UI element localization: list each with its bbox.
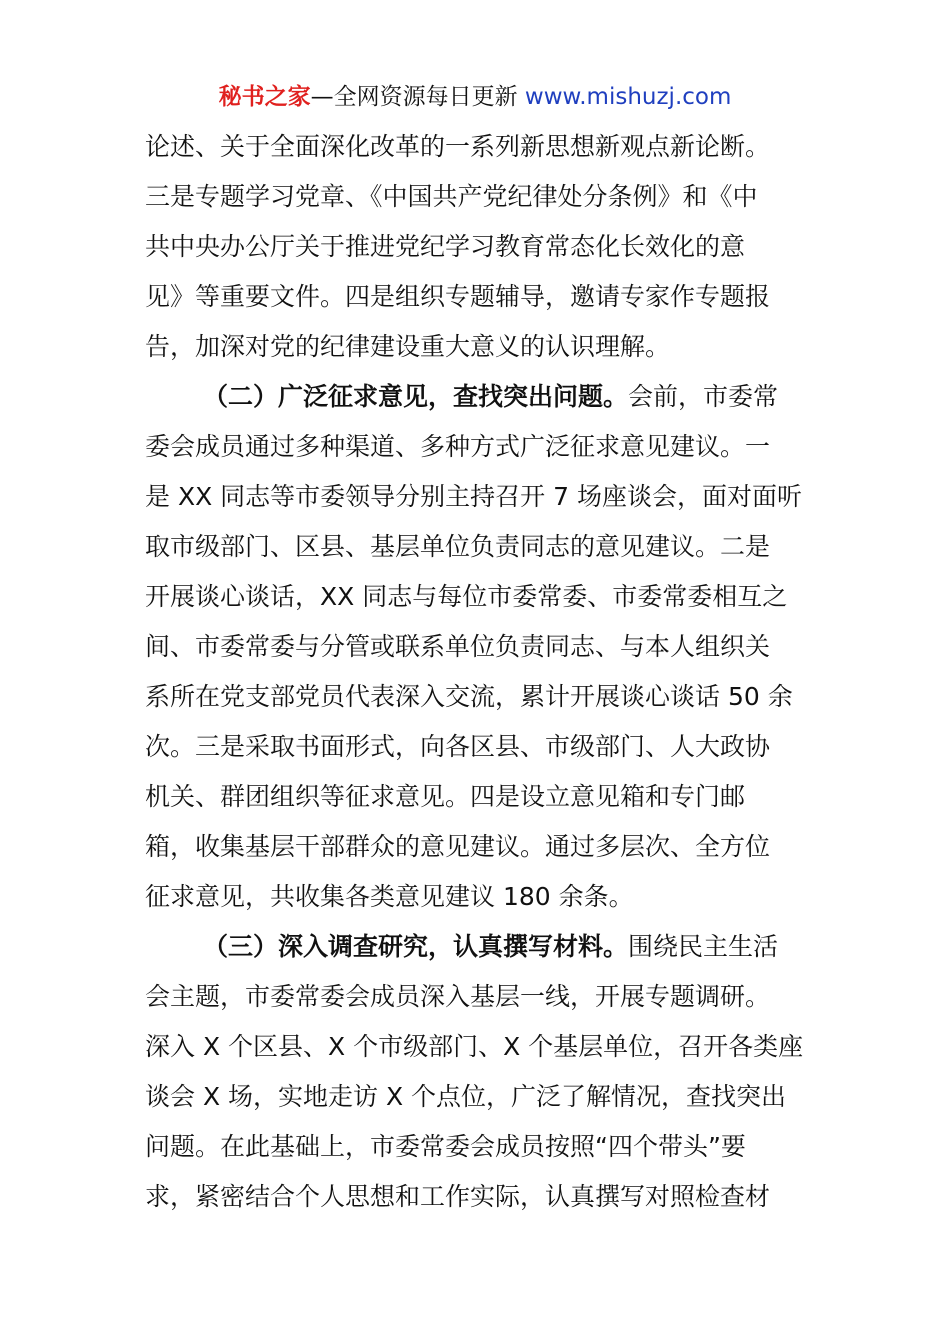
site-header [0, 80, 950, 114]
text-line: 箱，收集基层干部群众的意见建议。通过多层次、全方位 [145, 832, 771, 861]
document-body [145, 122, 810, 1222]
text-line: 问题。在此基础上，市委常委会成员按照“四个带头”要 [145, 1132, 746, 1161]
text-line: 开展谈心谈话，XX 同志与每位市委常委、市委常委相互之 [145, 582, 788, 611]
text-line: 取市级部门、区县、基层单位负责同志的意见建议。二是 [145, 532, 771, 561]
text-line: 谈会 X 场，实地走访 X 个点位，广泛了解情况，查找突出 [145, 1082, 787, 1111]
header-tagline: —全网资源每日更新 [310, 84, 518, 110]
text-line: 共中央办公厅关于推进党纪学习教育常态化长效化的意 [145, 232, 746, 261]
text-line: 是 XX 同志等市委领导分别主持召开 7 场座谈会，面对面听 [145, 482, 802, 511]
text-line: 委会成员通过多种渠道、多种方式广泛征求意见建议。一 [145, 432, 771, 461]
text-line: 深入 X 个区县、X 个市级部门、X 个基层单位，召开各类座 [145, 1032, 804, 1061]
text-line: 见》等重要文件。四是组织专题辅导，邀请专家作专题报 [145, 282, 771, 311]
text-line: 告，加深对党的纪律建设重大意义的认识理解。 [145, 332, 671, 361]
section-heading: （三）深入调查研究，认真撰写材料。 [203, 932, 629, 961]
text-line: 论述、关于全面深化改革的一系列新思想新观点新论断。 [145, 132, 771, 161]
text-line: 次。三是采取书面形式，向各区县、市级部门、人大政协 [145, 732, 771, 761]
text-line: 机关、群团组织等征求意见。四是设立意见箱和专门邮 [145, 782, 746, 811]
text-line: 征求意见，共收集各类意见建议 180 余条。 [145, 882, 634, 911]
section-heading-line: （二）广泛征求意见，查找突出问题。会前，市委常 [203, 382, 779, 411]
text-line: 求，紧密结合个人思想和工作实际，认真撰写对照检查材 [145, 1182, 771, 1211]
section-heading: （二）广泛征求意见，查找突出问题。 [203, 382, 629, 411]
text-line: 会主题，市委常委会成员深入基层一线，开展专题调研。 [145, 982, 771, 1011]
section-heading-line: （三）深入调查研究，认真撰写材料。围绕民主生活 [203, 932, 779, 961]
text-line: 系所在党支部党员代表深入交流，累计开展谈心谈话 50 余 [145, 682, 793, 711]
site-url-link[interactable]: www.mishuzj.com [517, 84, 732, 110]
text-line: 间、市委常委与分管或联系单位负责同志、与本人组织关 [145, 632, 771, 661]
brand-name: 秘书之家 [218, 84, 311, 110]
text-line: 三是专题学习党章、《中国共产党纪律处分条例》和《中 [145, 182, 758, 211]
